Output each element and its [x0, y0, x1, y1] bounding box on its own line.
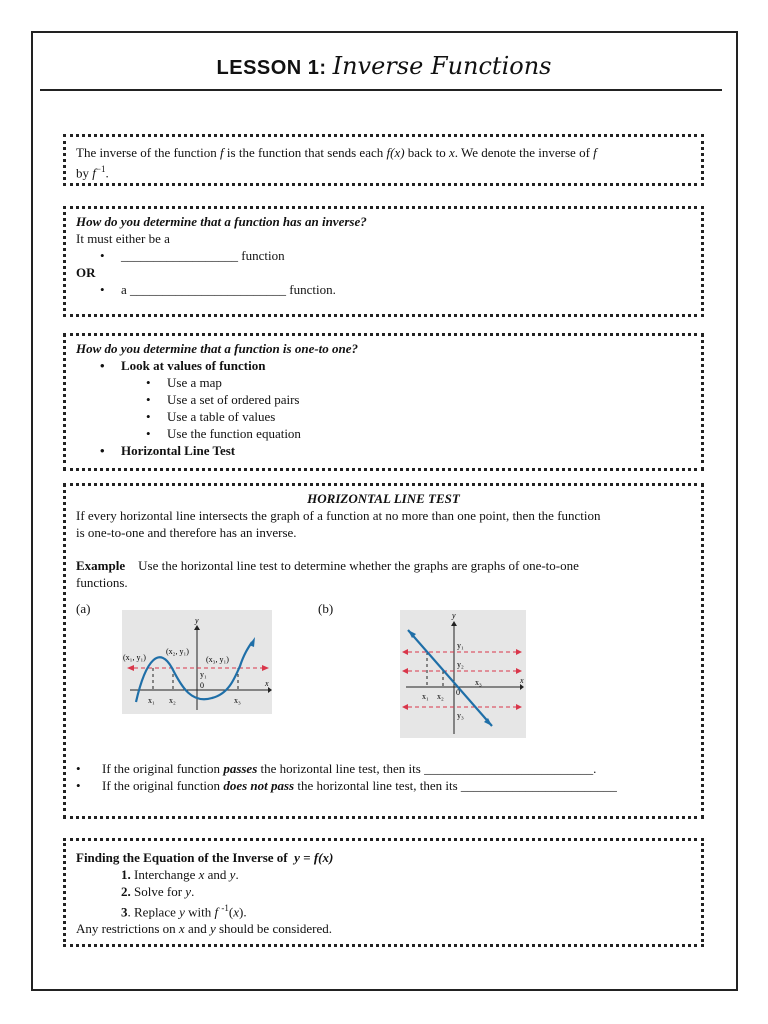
lesson-label: LESSON 1: [216, 57, 327, 79]
graph-b-axis-y: y [452, 611, 456, 620]
graph-a-x3: x₃ [234, 696, 241, 705]
one-to-one-sub-4: • Use the function equation [146, 426, 301, 441]
hlt-text-2: is one-to-one and therefore has an inverse. [76, 525, 297, 540]
definition-line-1: The inverse of the function f is the function that sends each f(x) back to x. We denote the inverse of f [76, 145, 597, 160]
lesson-topic: Inverse Functions [332, 52, 552, 80]
finding-heading: Finding the Equation of the Inverse of y = f(x) [76, 850, 334, 865]
horizontal-line-test-box [63, 483, 704, 819]
graph-a-label: (a) [76, 601, 91, 616]
hlt-bullet-1: • If the original function passes the horizontal line test, then its __________________________. [76, 761, 597, 776]
one-to-one-box [63, 333, 704, 471]
definition-line-2: by $f^{-1}$. [76, 164, 109, 181]
example-line-2: functions. [76, 575, 128, 590]
has-inverse-box [63, 206, 704, 317]
has-inverse-intro: It must either be a [76, 231, 170, 246]
one-to-one-sub-2: • Use a set of ordered pairs [146, 392, 300, 407]
graph-b-axis-x: x [520, 676, 524, 685]
graph-a-point-1: (x₁, y₁) [123, 653, 146, 662]
has-inverse-bullet-2: • a ________________________ function. [100, 282, 336, 297]
hlt-heading: HORIZONTAL LINE TEST [307, 491, 460, 506]
graph-b-origin: 0 [456, 688, 460, 697]
example-label: Example [76, 558, 126, 573]
lesson-title [0, 52, 768, 80]
has-inverse-bullet-1: • __________________ function [100, 248, 285, 263]
one-to-one-item-2: • Horizontal Line Test [100, 443, 236, 458]
one-to-one-sub-1: • Use a map [146, 375, 222, 390]
graph-a-point-2: (x₂, y₁) [166, 647, 189, 656]
graph-a [122, 610, 272, 714]
hlt-bullet-2: • If the original function does not pass the horizontal line test, then its ________________________ [76, 778, 617, 793]
example-line: Example Use the horizontal line test to determine whether the graphs are graphs of one-to-one [76, 558, 579, 573]
graph-a-x2: x₂ [169, 696, 176, 705]
graph-a-y1: y₁ [200, 670, 207, 679]
graph-b-y3: y₃ [457, 711, 464, 720]
title-rule [40, 89, 722, 91]
one-to-one-item-1: • Look at values of function [100, 358, 266, 373]
one-to-one-question: How do you determine that a function is one-to one? [76, 341, 359, 356]
graph-b [400, 610, 526, 738]
graph-a-origin: 0 [200, 681, 204, 690]
has-inverse-question: How do you determine that a function has an inverse? [76, 214, 367, 229]
graph-a-point-3: (x₃, y₁) [206, 655, 229, 664]
finding-step-2: 2. Solve for y. [121, 884, 195, 899]
finding-step-1: 1. Interchange x and y. [121, 867, 239, 882]
hlt-text-1: If every horizontal line intersects the graph of a function at no more than one point, then the function [76, 508, 601, 523]
graph-b-label: (b) [318, 601, 334, 616]
graph-b-x3: x₃ [475, 678, 482, 687]
graph-b-y2: y₂ [457, 660, 464, 669]
graph-b-y1: y₁ [457, 641, 464, 650]
graph-a-axis-x: x [265, 679, 269, 688]
one-to-one-sub-3: • Use a table of values [146, 409, 276, 424]
finding-inverse-box [63, 838, 704, 947]
definition-box [63, 134, 704, 186]
graph-b-x2: x₂ [437, 692, 444, 701]
graph-a-axis-y: y [195, 616, 199, 625]
graph-a-x1: x₁ [148, 696, 155, 705]
or-label: OR [76, 265, 96, 280]
finding-step-3: 3. Replace y with f $^{-1}$(x). [121, 903, 247, 920]
graph-b-x1: x₁ [422, 692, 429, 701]
finding-note: Any restrictions on x and y should be considered. [76, 921, 333, 937]
